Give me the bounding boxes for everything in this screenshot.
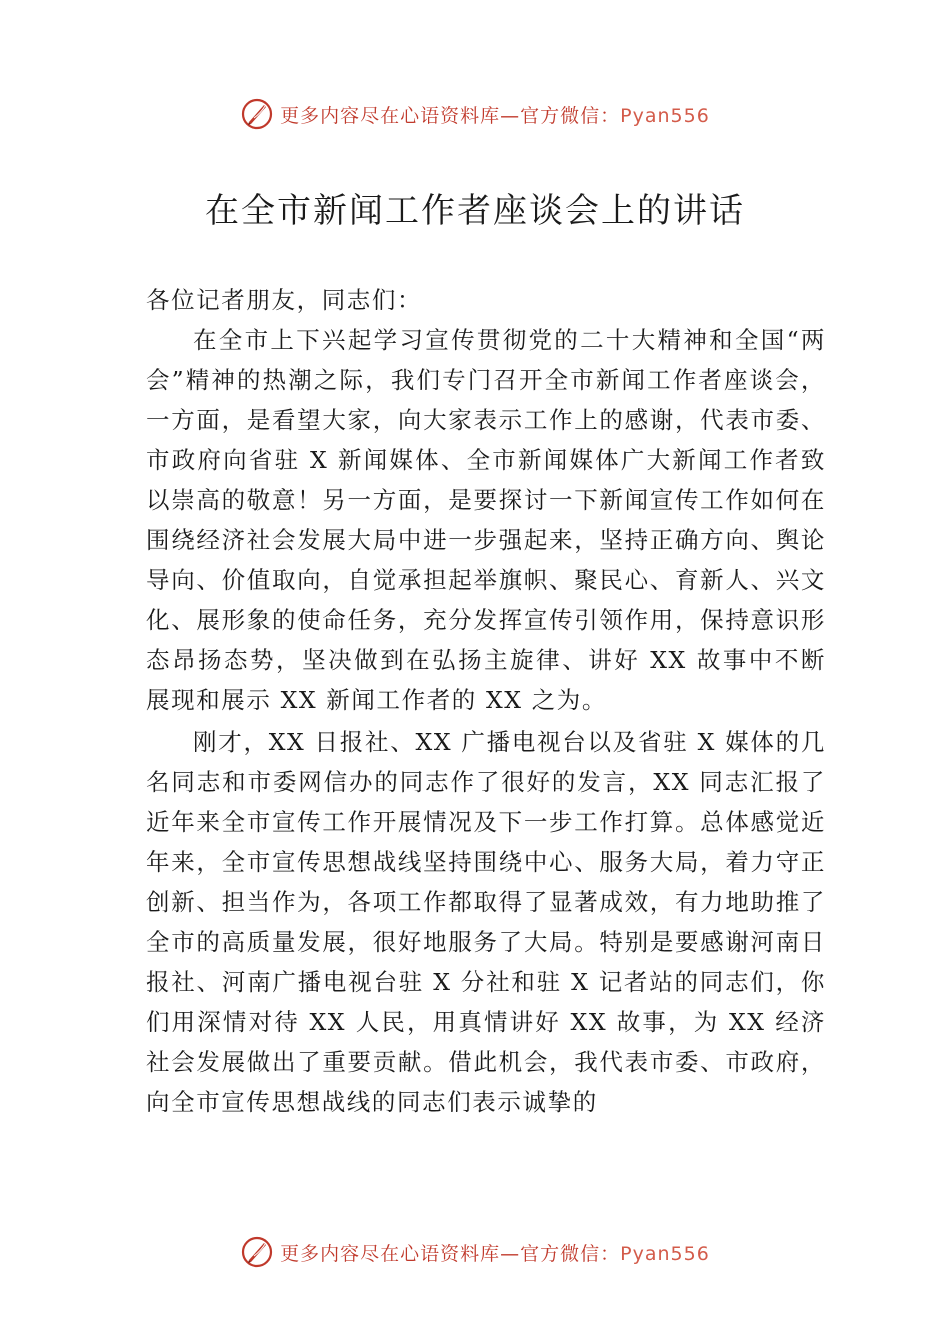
header-wechat-id: Pyan556 xyxy=(620,104,710,127)
document-title: 在全市新闻工作者座谈会上的讲话 xyxy=(205,191,745,231)
header-banner xyxy=(0,94,950,134)
quill-logo-icon xyxy=(240,1235,274,1269)
document-body xyxy=(146,280,826,1122)
footer-wechat-id: Pyan556 xyxy=(620,1242,710,1265)
paragraph-2: 刚才，XX 日报社、XX 广播电视台以及省驻 X 媒体的几名同志和市委网信办的同志作了很好的发言，XX 同志汇报了近年来全市宣传工作开展情况及下一步工作打算。总体感觉近年来，全市宣传思想战线坚持围绕中心、服务大局，着力守正创新、担当作为，各项工作都取得了显著成效，有力地助推了全市的高质量发展，很好地服务了大局。特别是要感谢河南日报社、河南广播电视台驻 X 分社和驻 X 记者站的同志们，你们用深情对待 XX 人民，用真情讲好 XX 故事，为 XX 经济社会发展做出了重要贡献。借此机会，我代表市委、市政府，向全市宣传思想战线的同志们表示诚挚的 xyxy=(146,728,826,1116)
paragraph-1: 在全市上下兴起学习宣传贯彻党的二十大精神和全国“两会”精神的热潮之际，我们专门召开全市新闻工作者座谈会，一方面，是看望大家，向大家表示工作上的感谢，代表市委、市政府向省驻 X 新闻媒体、全市新闻媒体广大新闻工作者致以崇高的敬意！另一方面，是要探讨一下新闻宣传工作如何在围绕经济社会发展大局中进一步强起来，坚持正确方向、舆论导向、价值取向，自觉承担起举旗帜、聚民心、育新人、兴文化、展形象的使命任务，充分发挥宣传引领作用，保持意识形态昂扬态势，坚决做到在弘扬主旋律、讲好 XX 故事中不断展现和展示 XX 新闻工作者的 XX 之为。 xyxy=(146,326,826,714)
greeting: 各位记者朋友，同志们： xyxy=(146,286,423,314)
footer-banner xyxy=(0,1232,950,1272)
header-banner-text: 更多内容尽在心语资料库—官方微信：Pyan556 xyxy=(280,104,710,127)
footer-banner-text: 更多内容尽在心语资料库—官方微信：Pyan556 xyxy=(280,1242,710,1265)
quill-logo-icon xyxy=(240,97,274,131)
